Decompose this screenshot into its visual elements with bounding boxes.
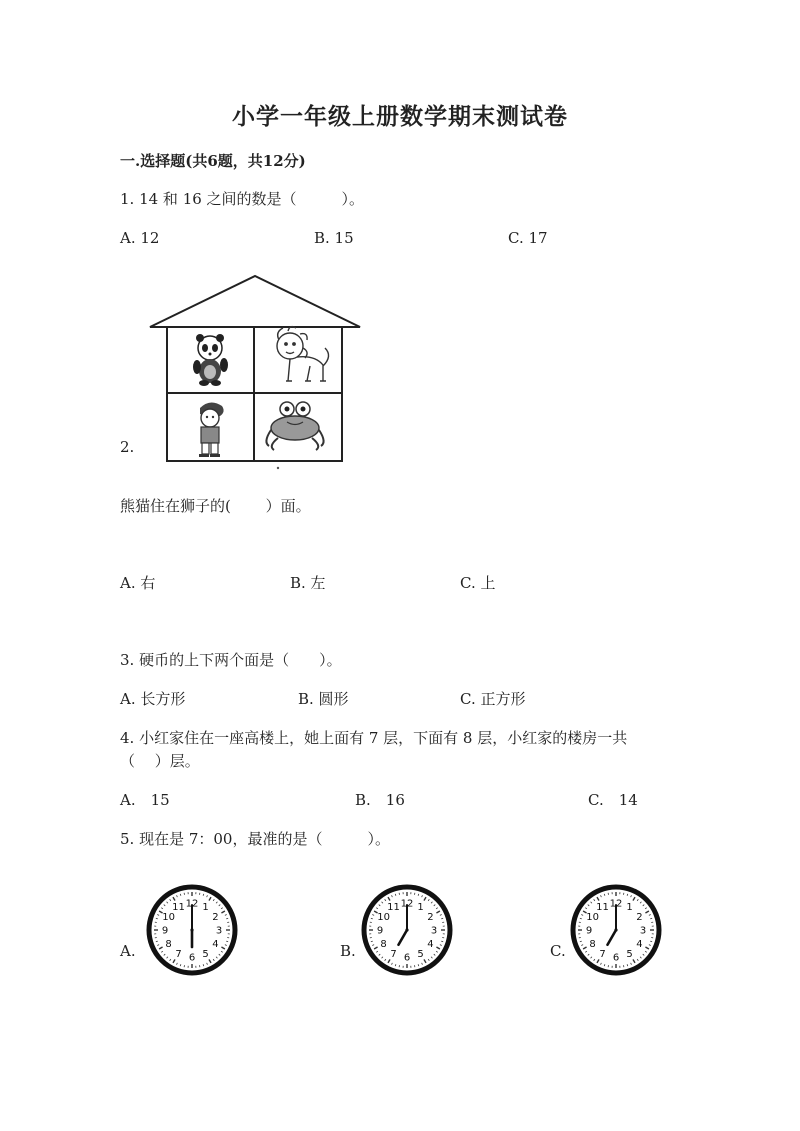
question-5-option-b[interactable]: B. <box>340 942 356 960</box>
question-2-option-c[interactable]: C. 上 <box>460 574 496 592</box>
clock-number: 6 <box>188 952 196 964</box>
frog-icon <box>266 402 323 450</box>
clock-a-icon[interactable] <box>146 884 238 976</box>
clock-number: 8 <box>165 939 172 950</box>
clock-number: 1 <box>417 902 424 914</box>
question-5-stem: 5. 现在是 7：00，最准的是（ ）。 <box>120 830 390 848</box>
clock-number: 6 <box>612 952 620 964</box>
section-heading: 一.选择题(共6题，共12分) <box>120 152 306 170</box>
clock-b-icon[interactable] <box>361 884 453 976</box>
clock-number: 4 <box>427 939 434 950</box>
question-5-option-a[interactable]: A. <box>120 942 136 960</box>
clock-number: 2 <box>212 912 219 923</box>
page-title: 小学一年级上册数学期末测试卷 <box>232 103 568 130</box>
clock-number: 10 <box>162 912 175 923</box>
clock-number: 3 <box>639 925 647 937</box>
question-2-stem: 熊猫住在狮子的( ）面。 <box>120 497 311 515</box>
clock-number: 5 <box>202 948 209 960</box>
clock-number: 8 <box>380 939 387 950</box>
question-3-option-c[interactable]: C. 正方形 <box>460 690 526 708</box>
clock-center <box>614 928 617 931</box>
clock-number: 10 <box>377 912 390 923</box>
lion-icon <box>277 327 329 381</box>
clock-number: 5 <box>417 948 424 960</box>
clock-number: 11 <box>596 902 609 914</box>
clock-number: 9 <box>376 925 384 937</box>
clock-number: 1 <box>202 902 209 914</box>
question-4-option-b[interactable]: B. 16 <box>355 791 405 809</box>
clock-number: 11 <box>172 902 185 914</box>
question-2-option-b[interactable]: B. 左 <box>290 574 326 592</box>
question-1-option-c[interactable]: C. 17 <box>508 229 548 247</box>
clock-number: 6 <box>403 952 411 964</box>
question-4-stem-line1: 4. 小红家住在一座高楼上，她上面有 7 层，下面有 8 层，小红家的楼房一共 <box>120 729 628 747</box>
clock-number: 7 <box>599 948 606 960</box>
clock-number: 12 <box>400 898 414 910</box>
question-4-option-a[interactable]: A. 15 <box>120 791 170 809</box>
question-5-option-c[interactable]: C. <box>550 942 566 960</box>
house-figure <box>140 270 370 475</box>
question-3-option-b[interactable]: B. 圆形 <box>298 690 349 708</box>
clock-number: 7 <box>390 948 397 960</box>
house-roof <box>150 276 360 327</box>
clock-number: 7 <box>175 948 182 960</box>
clock-number: 8 <box>589 939 596 950</box>
clock-number: 3 <box>215 925 223 937</box>
question-3-option-a[interactable]: A. 长方形 <box>120 690 186 708</box>
clock-number: 11 <box>387 902 400 914</box>
boy-icon <box>199 402 224 457</box>
clock-number: 9 <box>585 925 593 937</box>
question-1-option-b[interactable]: B. 15 <box>314 229 354 247</box>
panda-icon <box>193 334 228 386</box>
question-4-stem-line2: （ ）层。 <box>120 752 200 770</box>
clock-number: 2 <box>636 912 643 923</box>
clock-number: 3 <box>430 925 438 937</box>
clock-number: 4 <box>636 939 643 950</box>
clock-number: 9 <box>161 925 169 937</box>
clock-number: 1 <box>626 902 633 914</box>
clock-center <box>190 928 193 931</box>
question-4-option-c[interactable]: C. 14 <box>588 791 638 809</box>
clock-number: 4 <box>212 939 219 950</box>
question-2-number: 2. <box>120 438 135 456</box>
question-2-option-a[interactable]: A. 右 <box>120 574 156 592</box>
clock-number: 10 <box>586 912 599 923</box>
question-1-stem: 1. 14 和 16 之间的数是（ ）。 <box>120 190 365 208</box>
clock-c-icon[interactable] <box>570 884 662 976</box>
clock-number: 5 <box>626 948 633 960</box>
question-1-option-a[interactable]: A. 12 <box>120 229 160 247</box>
clock-number: 2 <box>427 912 434 923</box>
clock-center <box>405 928 408 931</box>
clock-number: 12 <box>609 898 623 910</box>
clock-number: 12 <box>185 898 199 910</box>
question-3-stem: 3. 硬币的上下两个面是（ ）。 <box>120 651 342 669</box>
